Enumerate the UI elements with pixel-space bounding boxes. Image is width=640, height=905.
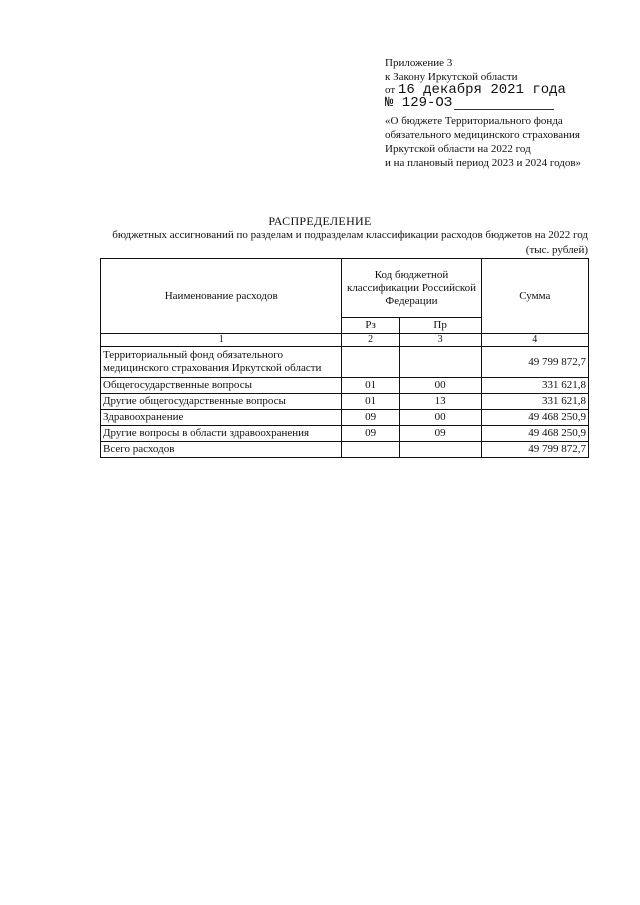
row-sum: 49 468 250,9 [481, 426, 588, 442]
table-row [101, 426, 589, 442]
table-header-row [101, 259, 589, 318]
header-rz: Рз [342, 318, 399, 334]
column-number-row [101, 334, 589, 347]
table-row [101, 410, 589, 426]
row-name: Всего расходов [101, 442, 342, 458]
row-rz [342, 347, 399, 378]
law-date-value: 16 декабря 2021 года [397, 82, 566, 98]
row-pr: 00 [399, 378, 481, 394]
law-title-line-2: обязательного медицинского страхования [385, 129, 580, 141]
appendix-header [385, 56, 615, 170]
law-title-line-3: Иркутской области на 2022 год [385, 143, 531, 155]
table-total-row [101, 442, 589, 458]
row-sum: 331 621,8 [481, 378, 588, 394]
row-name: Другие вопросы в области здравоохранения [101, 426, 342, 442]
document-title: РАСПРЕДЕЛЕНИЕ [268, 214, 372, 228]
row-sum: 49 799 872,7 [481, 347, 588, 378]
row-rz: 01 [342, 394, 399, 410]
row-pr [399, 347, 481, 378]
table-row [101, 378, 589, 394]
law-number-underline [454, 109, 554, 110]
table-row [101, 347, 589, 378]
law-date-prefix: от [385, 84, 396, 96]
row-rz: 09 [342, 410, 399, 426]
row-sum: 49 468 250,9 [481, 410, 588, 426]
row-name: Другие общегосударственные вопросы [101, 394, 342, 410]
row-rz: 09 [342, 426, 399, 442]
row-pr [399, 442, 481, 458]
law-title-line-1: «О бюджете Территориального фонда [385, 115, 563, 127]
row-rz: 01 [342, 378, 399, 394]
row-name: Здравоохранение [101, 410, 342, 426]
row-pr: 13 [399, 394, 481, 410]
row-sum: 331 621,8 [481, 394, 588, 410]
column-number: 1 [101, 334, 342, 347]
header-pr: Пр [399, 318, 481, 334]
column-number: 4 [481, 334, 588, 347]
row-pr: 09 [399, 426, 481, 442]
table-row [101, 394, 589, 410]
row-rz [342, 442, 399, 458]
law-title-line-4: и на плановый период 2023 и 2024 годов» [385, 157, 582, 169]
law-number-row [385, 97, 615, 110]
law-number-value: № 129-ОЗ [385, 95, 453, 111]
document-subtitle: бюджетных ассигнований по разделам и подразделам классификации расходов бюджетов на 2022 год [112, 229, 588, 241]
row-sum: 49 799 872,7 [481, 442, 588, 458]
header-code: Код бюджетной классификации Российской Федерации [342, 259, 481, 318]
appendix-number: Приложение 3 [385, 57, 453, 69]
column-number: 2 [342, 334, 399, 347]
row-name: Общегосударственные вопросы [101, 378, 342, 394]
row-name: Территориальный фонд обязательного медицинского страхования Иркутской области [101, 347, 342, 378]
units-label: (тыс. рублей) [525, 244, 588, 256]
header-name: Наименование расходов [101, 259, 342, 334]
appendix-law-reference: к Закону Иркутской области [385, 71, 518, 83]
row-pr: 00 [399, 410, 481, 426]
column-number: 3 [399, 334, 481, 347]
header-sum: Сумма [481, 259, 588, 334]
budget-table [100, 258, 589, 458]
